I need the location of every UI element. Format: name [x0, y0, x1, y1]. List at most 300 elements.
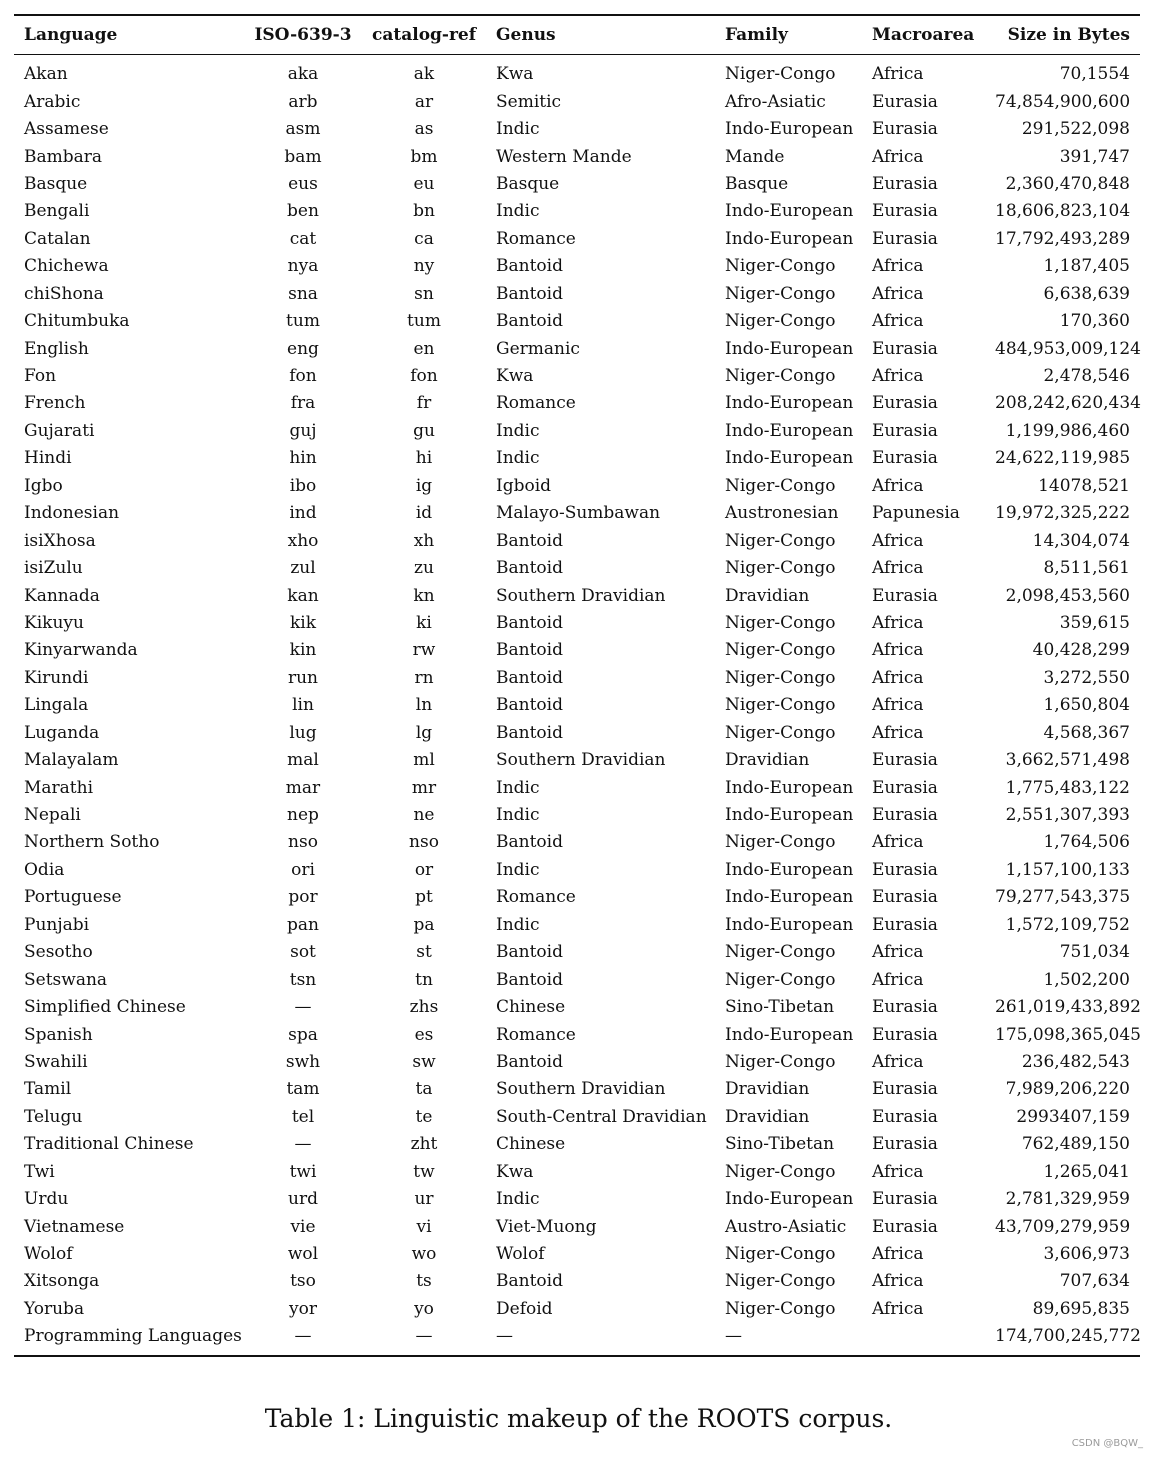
table-row — [14, 637, 1140, 664]
size-cell: 24,622,119,985 — [995, 448, 1131, 469]
language-cell: Telugu — [24, 1106, 83, 1127]
language-cell: Traditional Chinese — [24, 1134, 194, 1155]
family-cell: Indo-European — [725, 201, 854, 222]
macroarea-cell: Eurasia — [872, 448, 938, 469]
language-cell: Fon — [24, 366, 57, 387]
size-cell: 236,482,543 — [1021, 1051, 1130, 1072]
catalog-ref-cell: ca — [414, 228, 434, 249]
genus-cell: Indic — [496, 448, 540, 469]
catalog-ref-cell: mr — [411, 777, 437, 798]
language-cell: Kirundi — [24, 667, 89, 688]
family-cell: Austronesian — [725, 503, 839, 524]
family-cell: Niger-Congo — [725, 695, 836, 716]
family-cell: Indo-European — [725, 887, 854, 908]
catalog-ref-cell: bn — [413, 201, 435, 222]
genus-cell: Bantoid — [496, 283, 563, 304]
macroarea-cell: Eurasia — [872, 750, 938, 771]
macroarea-cell: Africa — [872, 695, 924, 716]
language-cell: Arabic — [24, 91, 81, 112]
catalog-ref-cell: rw — [412, 640, 436, 661]
macroarea-cell: Africa — [872, 366, 924, 387]
family-cell: Niger-Congo — [725, 558, 836, 579]
table-row — [14, 747, 1140, 774]
genus-cell: Malayo-Sumbawan — [496, 503, 661, 524]
iso-code-cell: nep — [287, 805, 319, 826]
family-cell: Indo-European — [725, 338, 854, 359]
language-cell: Igbo — [24, 475, 63, 496]
size-cell: 1,199,986,460 — [1005, 420, 1130, 441]
size-cell: 2,360,470,848 — [1005, 173, 1130, 194]
catalog-ref-cell: sn — [414, 283, 434, 304]
iso-code-cell: guj — [289, 420, 317, 441]
table-row — [14, 1241, 1140, 1268]
family-cell: Niger-Congo — [725, 311, 836, 332]
size-cell: 174,700,245,772 — [995, 1326, 1142, 1347]
family-cell: Niger-Congo — [725, 283, 836, 304]
iso-code-cell: wol — [287, 1244, 319, 1265]
language-cell: Urdu — [24, 1189, 69, 1210]
size-cell: 89,695,835 — [1032, 1298, 1130, 1319]
iso-code-cell: eus — [288, 173, 318, 194]
genus-cell: Wolof — [496, 1244, 545, 1265]
table-row — [14, 582, 1140, 609]
macroarea-cell: Eurasia — [872, 393, 938, 414]
macroarea-cell: Eurasia — [872, 887, 938, 908]
size-cell: 2,478,546 — [1043, 366, 1130, 387]
language-cell: Luganda — [24, 722, 100, 743]
language-cell: isiXhosa — [24, 530, 96, 551]
iso-code-cell: asm — [285, 119, 321, 140]
catalog-ref-cell: gu — [413, 420, 435, 441]
catalog-ref-cell: fr — [416, 393, 432, 414]
family-cell: Indo-European — [725, 859, 854, 880]
macroarea-cell: Eurasia — [872, 173, 938, 194]
macroarea-cell: Eurasia — [872, 420, 938, 441]
genus-cell: Southern Dravidian — [496, 750, 666, 771]
genus-cell: South-Central Dravidian — [496, 1106, 707, 1127]
language-cell: Tamil — [24, 1079, 72, 1100]
iso-code-cell: sna — [288, 283, 318, 304]
iso-code-cell: tum — [286, 311, 320, 332]
table-row — [14, 1131, 1140, 1158]
family-cell: Niger-Congo — [725, 722, 836, 743]
family-cell: Basque — [725, 173, 789, 194]
macroarea-cell: Africa — [872, 146, 924, 167]
size-cell: 19,972,325,222 — [995, 503, 1131, 524]
iso-code-cell: tam — [286, 1079, 320, 1100]
iso-code-cell: aka — [287, 64, 319, 85]
catalog-ref-cell: xh — [413, 530, 435, 551]
iso-code-cell: swh — [285, 1051, 321, 1072]
size-cell: 74,854,900,600 — [995, 91, 1131, 112]
iso-code-cell: ind — [289, 503, 317, 524]
macroarea-cell: Africa — [872, 832, 924, 853]
table-row — [14, 1186, 1140, 1213]
macroarea-cell: Eurasia — [872, 1079, 938, 1100]
family-cell: Indo-European — [725, 914, 854, 935]
iso-code-cell: twi — [289, 1161, 317, 1182]
family-cell: Niger-Congo — [725, 640, 836, 661]
genus-cell: Semitic — [496, 91, 562, 112]
table-row — [14, 802, 1140, 829]
iso-code-cell: zul — [290, 558, 316, 579]
size-cell: 6,638,639 — [1043, 283, 1130, 304]
language-cell: Setswana — [24, 969, 108, 990]
iso-code-cell: nya — [287, 256, 319, 277]
language-cell: Nepali — [24, 805, 81, 826]
family-cell: Indo-European — [725, 1024, 854, 1045]
genus-cell: Defoid — [496, 1298, 553, 1319]
genus-cell: Indic — [496, 914, 540, 935]
iso-code-cell: xho — [287, 530, 319, 551]
family-cell: Indo-European — [725, 420, 854, 441]
family-cell: — — [725, 1326, 742, 1347]
corpus-table-container — [14, 14, 1140, 1357]
language-cell: chiShona — [24, 283, 104, 304]
language-cell: Wolof — [24, 1244, 73, 1265]
iso-code-cell: eng — [287, 338, 319, 359]
macroarea-cell: Eurasia — [872, 201, 938, 222]
macroarea-cell: Africa — [872, 283, 924, 304]
catalog-ref-cell: ak — [413, 64, 435, 85]
genus-cell: Romance — [496, 228, 576, 249]
genus-cell: Bantoid — [496, 640, 563, 661]
iso-code-cell: — — [294, 997, 312, 1018]
size-cell: 70,1554 — [1059, 64, 1130, 85]
iso-code-cell: arb — [288, 91, 318, 112]
table-header — [14, 15, 1140, 55]
language-cell: Twi — [24, 1161, 55, 1182]
family-cell: Niger-Congo — [725, 1051, 836, 1072]
size-cell: 79,277,543,375 — [995, 887, 1131, 908]
size-cell: 8,511,561 — [1043, 558, 1130, 579]
size-cell: 484,953,009,124 — [995, 338, 1142, 359]
catalog-ref-cell: ts — [416, 1271, 432, 1292]
roots-corpus-table — [14, 14, 1140, 1357]
genus-cell: Indic — [496, 859, 540, 880]
iso-code-cell: spa — [288, 1024, 318, 1045]
macroarea-cell: Africa — [872, 1271, 924, 1292]
iso-code-cell: kan — [287, 585, 319, 606]
size-cell: 359,615 — [1059, 612, 1130, 633]
genus-cell: Bantoid — [496, 1051, 563, 1072]
size-cell: 3,606,973 — [1043, 1244, 1130, 1265]
family-cell: Sino-Tibetan — [725, 1134, 835, 1155]
language-cell: Programming Languages — [24, 1326, 242, 1347]
family-cell: Indo-European — [725, 228, 854, 249]
macroarea-cell: Africa — [872, 1161, 924, 1182]
catalog-ref-cell: id — [415, 503, 433, 524]
language-cell: Kinyarwanda — [24, 640, 138, 661]
catalog-ref-cell: — — [415, 1326, 433, 1347]
family-cell: Niger-Congo — [725, 256, 836, 277]
table-row — [14, 1213, 1140, 1240]
table-row — [14, 363, 1140, 390]
size-cell: 4,568,367 — [1043, 722, 1130, 743]
family-cell: Indo-European — [725, 777, 854, 798]
table-row — [14, 912, 1140, 939]
size-cell: 1,157,100,133 — [1005, 859, 1130, 880]
genus-cell: Bantoid — [496, 311, 563, 332]
header-genus: Genus — [496, 25, 556, 45]
table-row — [14, 1049, 1140, 1076]
table-row — [14, 884, 1140, 911]
size-cell: 1,187,405 — [1043, 256, 1130, 277]
macroarea-cell: Africa — [872, 640, 924, 661]
iso-code-cell: lin — [292, 695, 314, 716]
genus-cell: Bantoid — [496, 256, 563, 277]
table-row — [14, 610, 1140, 637]
table-row — [14, 829, 1140, 856]
table-row — [14, 198, 1140, 225]
size-cell: 208,242,620,434 — [995, 393, 1142, 414]
genus-cell: Bantoid — [496, 612, 563, 633]
genus-cell: Bantoid — [496, 722, 563, 743]
catalog-ref-cell: eu — [413, 173, 435, 194]
iso-code-cell: mar — [285, 777, 321, 798]
size-cell: 43,709,279,959 — [995, 1216, 1131, 1237]
catalog-ref-cell: or — [414, 859, 434, 880]
size-cell: 1,775,483,122 — [1005, 777, 1130, 798]
family-cell: Niger-Congo — [725, 1161, 836, 1182]
size-cell: 1,650,804 — [1043, 695, 1130, 716]
iso-code-cell: nso — [288, 832, 318, 853]
family-cell: Niger-Congo — [725, 366, 836, 387]
macroarea-cell: Africa — [872, 969, 924, 990]
language-cell: Vietnamese — [24, 1216, 125, 1237]
iso-code-cell: fra — [290, 393, 316, 414]
macroarea-cell: Eurasia — [872, 1189, 938, 1210]
genus-cell: Kwa — [496, 366, 534, 387]
size-cell: 18,606,823,104 — [995, 201, 1131, 222]
catalog-ref-cell: ny — [413, 256, 435, 277]
language-cell: Sesotho — [24, 942, 93, 963]
catalog-ref-cell: ln — [415, 695, 433, 716]
size-cell: 391,747 — [1059, 146, 1130, 167]
catalog-ref-cell: st — [416, 942, 432, 963]
table-row — [14, 308, 1140, 335]
language-cell: Malayalam — [24, 750, 119, 771]
iso-code-cell: tsn — [289, 969, 317, 990]
size-cell: 1,265,041 — [1043, 1161, 1130, 1182]
iso-code-cell: ben — [287, 201, 319, 222]
header-catalog-ref: catalog-ref — [372, 25, 477, 45]
size-cell: 707,634 — [1059, 1271, 1130, 1292]
genus-cell: Germanic — [496, 338, 580, 359]
family-cell: Niger-Congo — [725, 530, 836, 551]
table-body — [14, 55, 1140, 1356]
family-cell: Niger-Congo — [725, 1298, 836, 1319]
language-cell: Chichewa — [24, 256, 109, 277]
iso-code-cell: yor — [289, 1298, 317, 1319]
iso-code-cell: kik — [289, 612, 317, 633]
size-cell: 175,098,365,045 — [995, 1024, 1142, 1045]
iso-code-cell: por — [288, 887, 318, 908]
size-cell: 2,098,453,560 — [1005, 585, 1130, 606]
genus-cell: Bantoid — [496, 1271, 563, 1292]
genus-cell: Chinese — [496, 1134, 566, 1155]
genus-cell: — — [496, 1326, 513, 1347]
iso-code-cell: kin — [289, 640, 317, 661]
catalog-ref-cell: pa — [413, 914, 435, 935]
table-row — [14, 500, 1140, 527]
catalog-ref-cell: hi — [415, 448, 433, 469]
family-cell: Niger-Congo — [725, 612, 836, 633]
table-row — [14, 335, 1140, 362]
catalog-ref-cell: tw — [413, 1161, 435, 1182]
language-cell: Assamese — [24, 119, 109, 140]
family-cell: Niger-Congo — [725, 969, 836, 990]
catalog-ref-cell: ki — [416, 612, 432, 633]
table-row — [14, 774, 1140, 801]
language-cell: Indonesian — [24, 503, 120, 524]
catalog-ref-cell: en — [413, 338, 435, 359]
genus-cell: Indic — [496, 201, 540, 222]
iso-code-cell: ibo — [289, 475, 317, 496]
family-cell: Sino-Tibetan — [725, 997, 835, 1018]
language-cell: Catalan — [24, 228, 91, 249]
catalog-ref-cell: te — [415, 1106, 433, 1127]
family-cell: Niger-Congo — [725, 942, 836, 963]
family-cell: Niger-Congo — [725, 1244, 836, 1265]
macroarea-cell: Eurasia — [872, 338, 938, 359]
iso-code-cell: urd — [288, 1189, 318, 1210]
catalog-ref-cell: yo — [414, 1298, 434, 1319]
catalog-ref-cell: rn — [414, 667, 434, 688]
catalog-ref-cell: ta — [415, 1079, 433, 1100]
language-cell: Bambara — [24, 146, 103, 167]
iso-code-cell: run — [287, 667, 319, 688]
family-cell: Dravidian — [725, 1106, 810, 1127]
table-row — [14, 966, 1140, 993]
macroarea-cell: Eurasia — [872, 914, 938, 935]
size-cell: 751,034 — [1059, 942, 1130, 963]
iso-code-cell: tso — [290, 1271, 316, 1292]
family-cell: Indo-European — [725, 393, 854, 414]
macroarea-cell: Africa — [872, 722, 924, 743]
iso-code-cell: — — [294, 1134, 312, 1155]
language-cell: Kikuyu — [24, 612, 84, 633]
table-row — [14, 939, 1140, 966]
language-cell: Northern Sotho — [24, 832, 160, 853]
macroarea-cell: Africa — [872, 311, 924, 332]
table-row — [14, 1268, 1140, 1295]
table-row — [14, 55, 1140, 89]
catalog-ref-cell: ar — [414, 91, 434, 112]
size-cell: 261,019,433,892 — [995, 997, 1142, 1018]
catalog-ref-cell: sw — [412, 1051, 436, 1072]
genus-cell: Southern Dravidian — [496, 1079, 666, 1100]
size-cell: 762,489,150 — [1021, 1134, 1130, 1155]
catalog-ref-cell: lg — [415, 722, 433, 743]
macroarea-cell: Africa — [872, 942, 924, 963]
genus-cell: Bantoid — [496, 832, 563, 853]
iso-code-cell: lug — [289, 722, 317, 743]
genus-cell: Indic — [496, 1189, 540, 1210]
macroarea-cell: Eurasia — [872, 91, 938, 112]
macroarea-cell: Africa — [872, 612, 924, 633]
language-cell: Xitsonga — [24, 1271, 100, 1292]
table-row — [14, 527, 1140, 554]
macroarea-cell: Africa — [872, 1051, 924, 1072]
language-cell: Hindi — [24, 448, 72, 469]
table-row — [14, 1159, 1140, 1186]
family-cell: Niger-Congo — [725, 64, 836, 85]
catalog-ref-cell: nso — [409, 832, 439, 853]
language-cell: English — [24, 338, 89, 359]
macroarea-cell: Africa — [872, 558, 924, 579]
macroarea-cell: Africa — [872, 667, 924, 688]
catalog-ref-cell: wo — [411, 1244, 437, 1265]
table-row — [14, 1076, 1140, 1103]
macroarea-cell: Eurasia — [872, 997, 938, 1018]
genus-cell: Basque — [496, 173, 560, 194]
catalog-ref-cell: zu — [414, 558, 434, 579]
macroarea-cell: Eurasia — [872, 1024, 938, 1045]
size-cell: 1,764,506 — [1043, 832, 1130, 853]
catalog-ref-cell: zht — [410, 1134, 438, 1155]
genus-cell: Indic — [496, 420, 540, 441]
genus-cell: Romance — [496, 887, 576, 908]
genus-cell: Western Mande — [496, 146, 632, 167]
size-cell: 2,551,307,393 — [1005, 805, 1130, 826]
table-row — [14, 994, 1140, 1021]
header-size-in-bytes: Size in Bytes — [1007, 25, 1130, 45]
iso-code-cell: pan — [287, 914, 319, 935]
catalog-ref-cell: es — [414, 1024, 434, 1045]
macroarea-cell: Eurasia — [872, 119, 938, 140]
size-cell: 2993407,159 — [1016, 1106, 1130, 1127]
family-cell: Afro-Asiatic — [725, 91, 826, 112]
header-row — [14, 15, 1140, 55]
language-cell: Akan — [24, 64, 68, 85]
size-cell: 17,792,493,289 — [995, 228, 1131, 249]
genus-cell: Bantoid — [496, 530, 563, 551]
genus-cell: Chinese — [496, 997, 566, 1018]
macroarea-cell: Eurasia — [872, 859, 938, 880]
family-cell: Indo-European — [725, 448, 854, 469]
iso-code-cell: hin — [289, 448, 317, 469]
language-cell: Lingala — [24, 695, 89, 716]
language-cell: Marathi — [24, 777, 94, 798]
table-row — [14, 390, 1140, 417]
catalog-ref-cell: ig — [415, 475, 433, 496]
language-cell: Bengali — [24, 201, 90, 222]
table-row — [14, 143, 1140, 170]
genus-cell: Romance — [496, 1024, 576, 1045]
family-cell: Niger-Congo — [725, 832, 836, 853]
table-row — [14, 171, 1140, 198]
catalog-ref-cell: zhs — [409, 997, 439, 1018]
genus-cell: Romance — [496, 393, 576, 414]
family-cell: Indo-European — [725, 805, 854, 826]
table-caption: Table 1: Linguistic makeup of the ROOTS corpus. — [264, 1404, 893, 1433]
table-row — [14, 1021, 1140, 1048]
macroarea-cell: Eurasia — [872, 1216, 938, 1237]
iso-code-cell: — — [294, 1326, 312, 1347]
genus-cell: Viet-Muong — [496, 1216, 597, 1237]
iso-code-cell: mal — [287, 750, 319, 771]
catalog-ref-cell: ne — [413, 805, 435, 826]
genus-cell: Indic — [496, 805, 540, 826]
iso-code-cell: ori — [291, 859, 315, 880]
macroarea-cell: Eurasia — [872, 228, 938, 249]
language-cell: Swahili — [24, 1051, 88, 1072]
macroarea-cell: Eurasia — [872, 1106, 938, 1127]
language-cell: Simplified Chinese — [24, 997, 186, 1018]
language-cell: Kannada — [24, 585, 100, 606]
family-cell: Indo-European — [725, 1189, 854, 1210]
